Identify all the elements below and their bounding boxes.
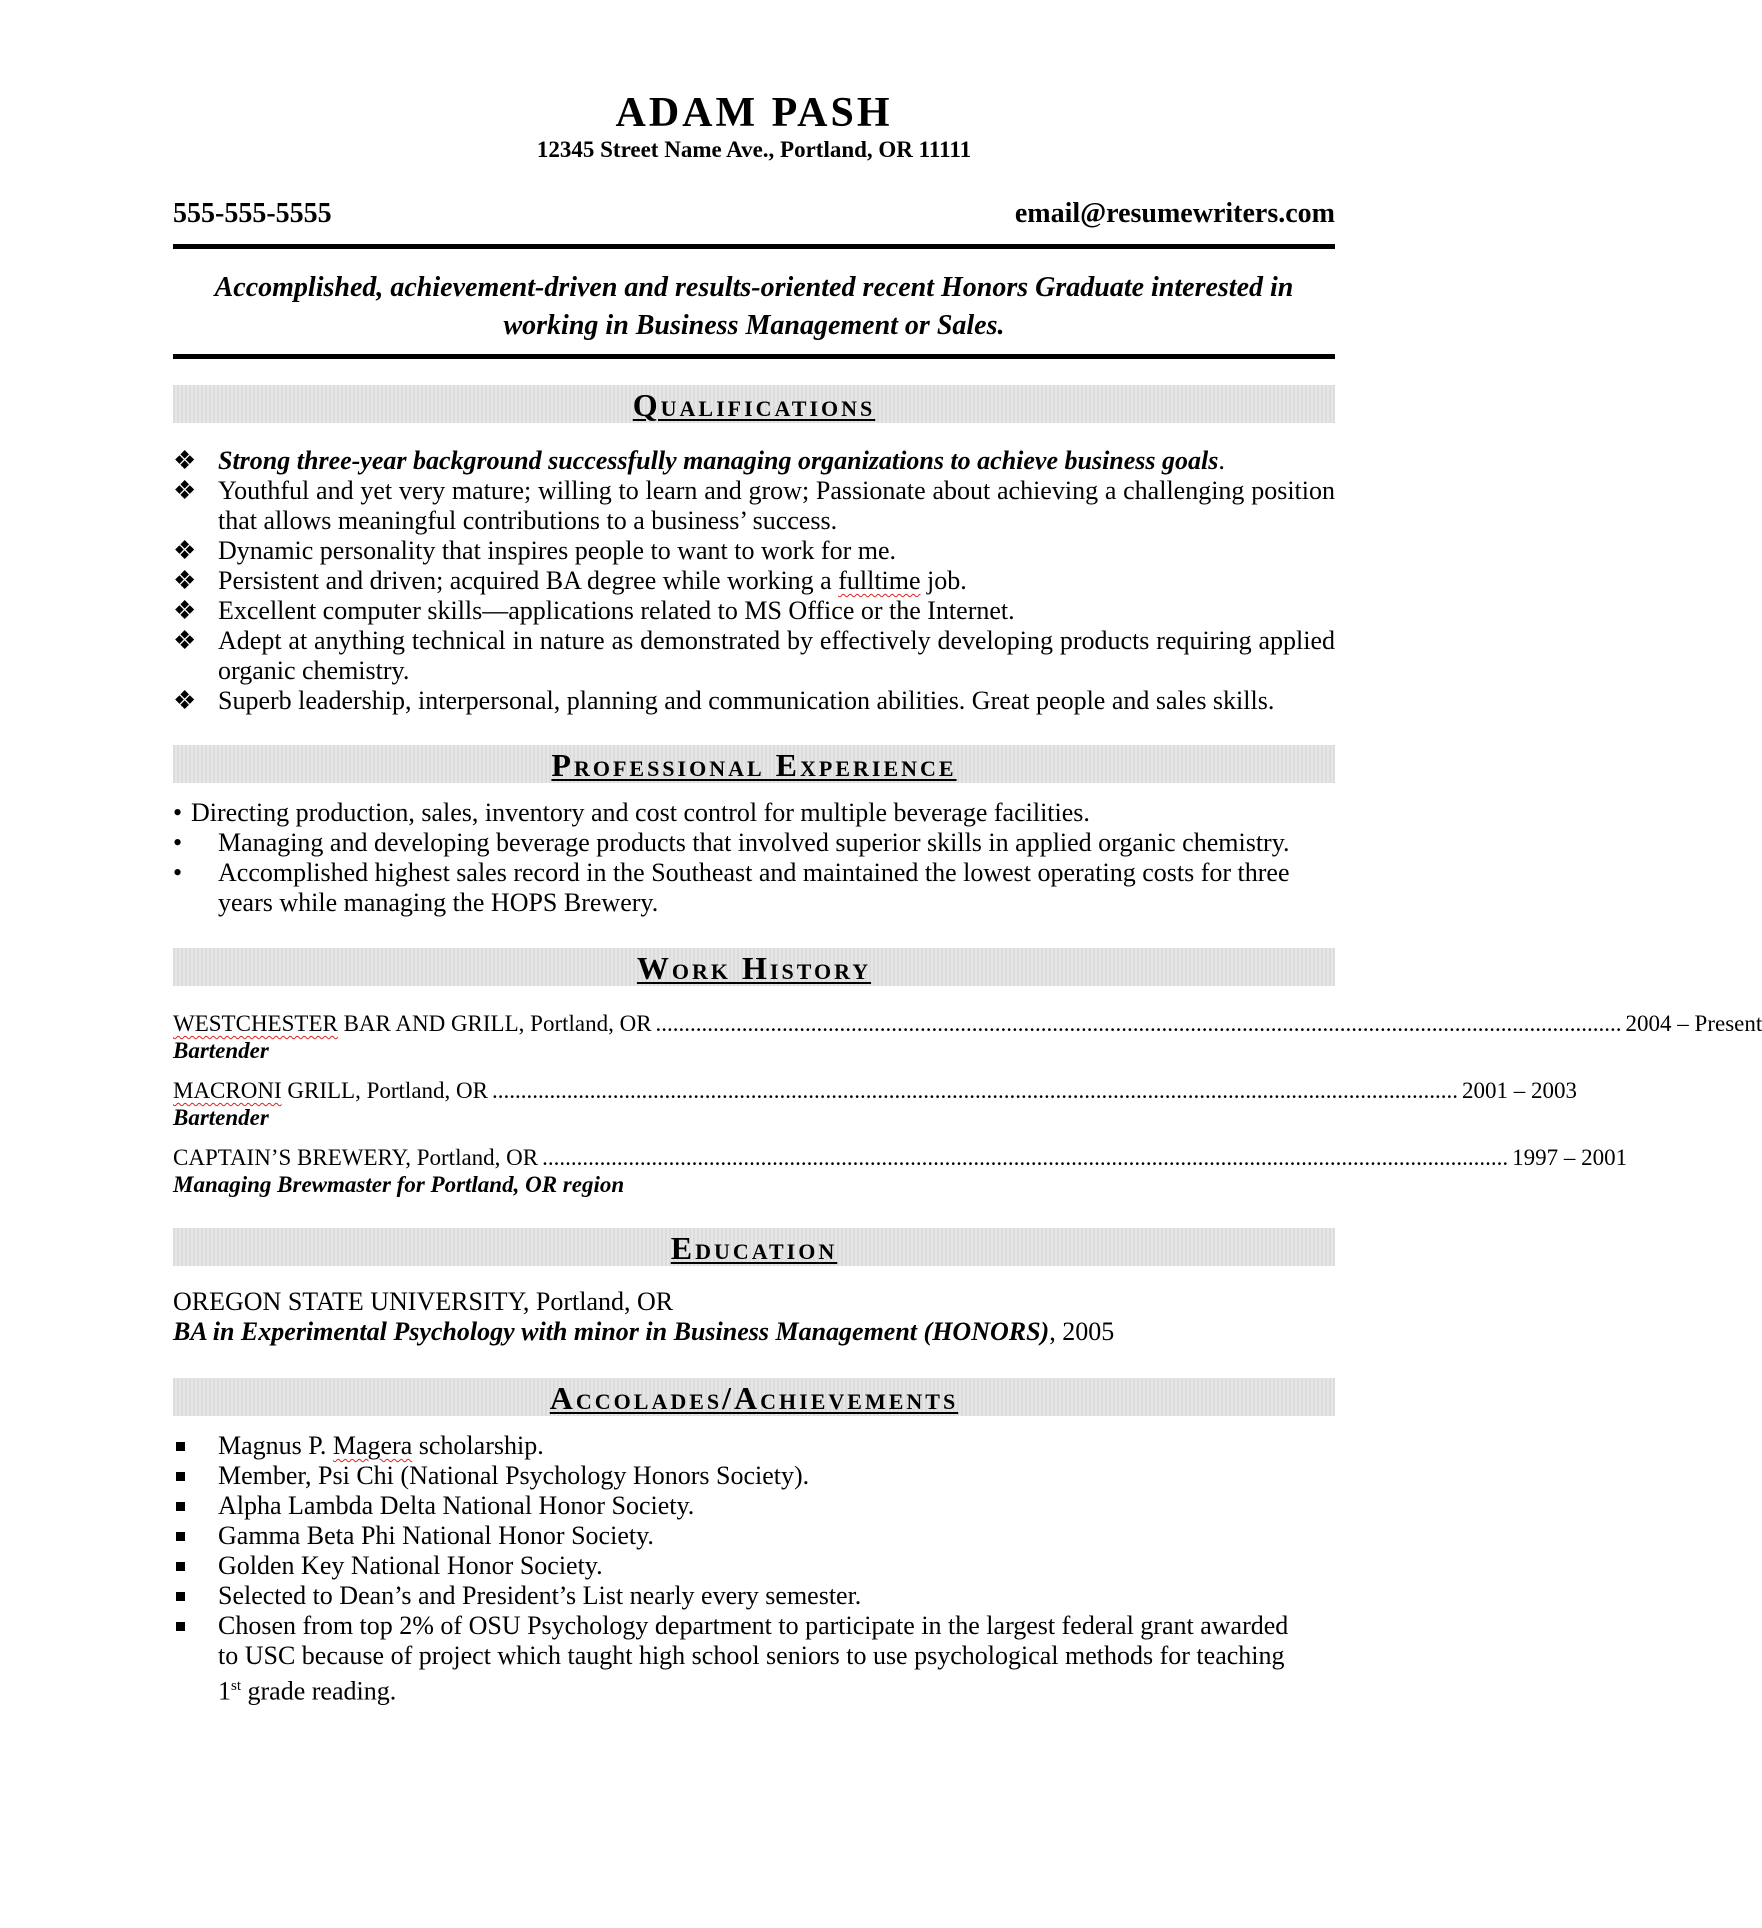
square-bullet-icon xyxy=(176,1622,185,1631)
experience-list xyxy=(173,798,1335,918)
dot-leader: ........................................................................................................................................................................ xyxy=(542,1145,1509,1170)
experience-header xyxy=(173,745,1335,783)
phone-number: 555-555-5555 xyxy=(173,198,332,229)
list-item: Gamma Beta Phi National Honor Society. xyxy=(173,1521,1335,1551)
diamond-bullet-icon: ❖ xyxy=(173,536,197,565)
dot-leader: ........................................................................................................................................................................ xyxy=(655,1011,1622,1036)
education-header xyxy=(173,1228,1335,1266)
list-item: • Directing production, sales, inventory and cost control for multiple beverage facilities. xyxy=(173,798,1090,827)
square-bullet-icon xyxy=(176,1562,185,1571)
dot-leader: ........................................................................................................................................................................ xyxy=(491,1078,1458,1103)
bullet-icon: • xyxy=(173,798,183,827)
bottom-rule xyxy=(173,354,1335,359)
degree-line xyxy=(173,1317,1335,1347)
list-item: • Managing and developing beverage products that involved superior skills in applied organic chemistry. xyxy=(173,828,1290,857)
job-dates: 2001 – 2003 xyxy=(1461,1078,1577,1103)
work-history-header xyxy=(173,948,1335,986)
education-entry xyxy=(173,1287,1335,1347)
qualifications-header xyxy=(173,385,1335,423)
job-dates: 1997 – 2001 xyxy=(1512,1145,1628,1170)
job-organization: MACRONI GRILL, Portland, OR xyxy=(173,1078,488,1103)
objective-line-1: Accomplished, achievement-driven and results-oriented recent Honors Graduate interested in xyxy=(214,272,1294,303)
diamond-bullet-icon: ❖ xyxy=(173,626,197,655)
job-entry xyxy=(173,1077,1577,1131)
objective-statement xyxy=(173,269,1335,345)
section-title: Professional Experience xyxy=(551,747,957,783)
square-bullet-icon xyxy=(176,1532,185,1541)
objective-line-2: working in Business Management or Sales. xyxy=(503,310,1005,341)
misspelled-word: MACRONI xyxy=(173,1078,282,1103)
list-item: ❖ Persistent and driven; acquired BA degree while working a fulltime job. xyxy=(173,566,967,595)
list-item: ❖ Dynamic personality that inspires people to want to work for me. xyxy=(173,536,897,565)
misspelled-word: Magera xyxy=(332,1431,413,1460)
list-item: Member, Psi Chi (National Psychology Honors Society). xyxy=(173,1461,1335,1491)
section-title: Accolades/Achievements xyxy=(549,1380,959,1416)
list-item: Magnus P. Magera scholarship. xyxy=(173,1431,1335,1461)
diamond-bullet-icon: ❖ xyxy=(173,566,197,595)
square-bullet-icon xyxy=(176,1502,185,1511)
diamond-bullet-icon: ❖ xyxy=(173,596,197,625)
list-item: ❖ Superb leadership, interpersonal, planning and communication abilities. Great people and sales skills. xyxy=(173,686,1275,715)
diamond-bullet-icon: ❖ xyxy=(173,446,197,475)
accolades-header xyxy=(173,1378,1335,1416)
bullet-icon: • xyxy=(173,828,183,857)
degree: BA in Experimental Psychology with minor in Business Management (HONORS) xyxy=(173,1317,1050,1346)
list-item: Alpha Lambda Delta National Honor Society. xyxy=(173,1491,1335,1521)
section-title: Work History xyxy=(636,950,872,986)
job-organization: CAPTAIN’S BREWERY, Portland, OR xyxy=(173,1145,539,1170)
candidate-address: 12345 Street Name Ave., Portland, OR 11111 xyxy=(536,137,972,162)
square-bullet-icon xyxy=(176,1442,185,1451)
list-item: ❖ Excellent computer skills—applications related to MS Office or the Internet. xyxy=(173,596,1015,625)
section-title: Education xyxy=(670,1230,838,1266)
square-bullet-icon xyxy=(176,1472,185,1481)
diamond-bullet-icon: ❖ xyxy=(173,476,197,505)
misspelled-word: fulltime xyxy=(838,566,921,595)
email-address: email@resumewriters.com xyxy=(1014,198,1335,229)
job-line xyxy=(173,1077,1577,1104)
job-role: Managing Brewmaster for Portland, OR region xyxy=(173,1172,625,1197)
section-title: Qualifications xyxy=(632,387,876,423)
qualifications-list xyxy=(173,446,1335,716)
list-item: • Accomplished highest sales record in the Southeast and maintained the lowest operating costs for three years while managing the HOPS Brewery. xyxy=(173,858,1290,917)
job-entry xyxy=(173,1010,1762,1064)
contact-row xyxy=(173,197,1335,231)
accolades-list xyxy=(173,1431,1335,1707)
square-bullet-icon xyxy=(176,1592,185,1601)
candidate-name: ADAM PASH xyxy=(615,90,893,136)
diamond-bullet-icon: ❖ xyxy=(173,686,197,715)
job-line xyxy=(173,1144,1628,1171)
job-role: Bartender xyxy=(173,1105,269,1130)
degree-year: , 2005 xyxy=(1049,1317,1115,1346)
job-dates: 2004 – Present xyxy=(1625,1011,1762,1036)
list-item: Golden Key National Honor Society. xyxy=(173,1551,1335,1581)
job-entry xyxy=(173,1144,1628,1198)
list-item: Chosen from top 2% of OSU Psychology department to participate in the largest federal grant awarded to USC because of project which taught high school seniors to use psychological methods for teaching 1st grade reading. xyxy=(173,1611,1335,1707)
list-item: ❖ Youthful and yet very mature; willing to learn and grow; Passionate about achieving a challenging position that allows meaningful contributions to a business’ success. xyxy=(173,476,1335,535)
school-name: OREGON STATE UNIVERSITY, Portland, OR xyxy=(173,1287,674,1316)
job-organization: WESTCHESTER BAR AND GRILL, Portland, OR xyxy=(173,1011,652,1036)
list-item: ❖ Strong three-year background successfully managing organizations to achieve business goals. xyxy=(173,446,1225,475)
bullet-icon: • xyxy=(173,858,183,887)
job-line xyxy=(173,1010,1762,1037)
list-item: ❖ Adept at anything technical in nature as demonstrated by effectively developing products requiring applied organic chemistry. xyxy=(173,626,1335,685)
job-role: Bartender xyxy=(173,1038,269,1063)
top-rule xyxy=(173,244,1335,249)
misspelled-word: WESTCHESTER xyxy=(173,1011,338,1036)
list-item: Selected to Dean’s and President’s List nearly every semester. xyxy=(173,1581,1335,1611)
